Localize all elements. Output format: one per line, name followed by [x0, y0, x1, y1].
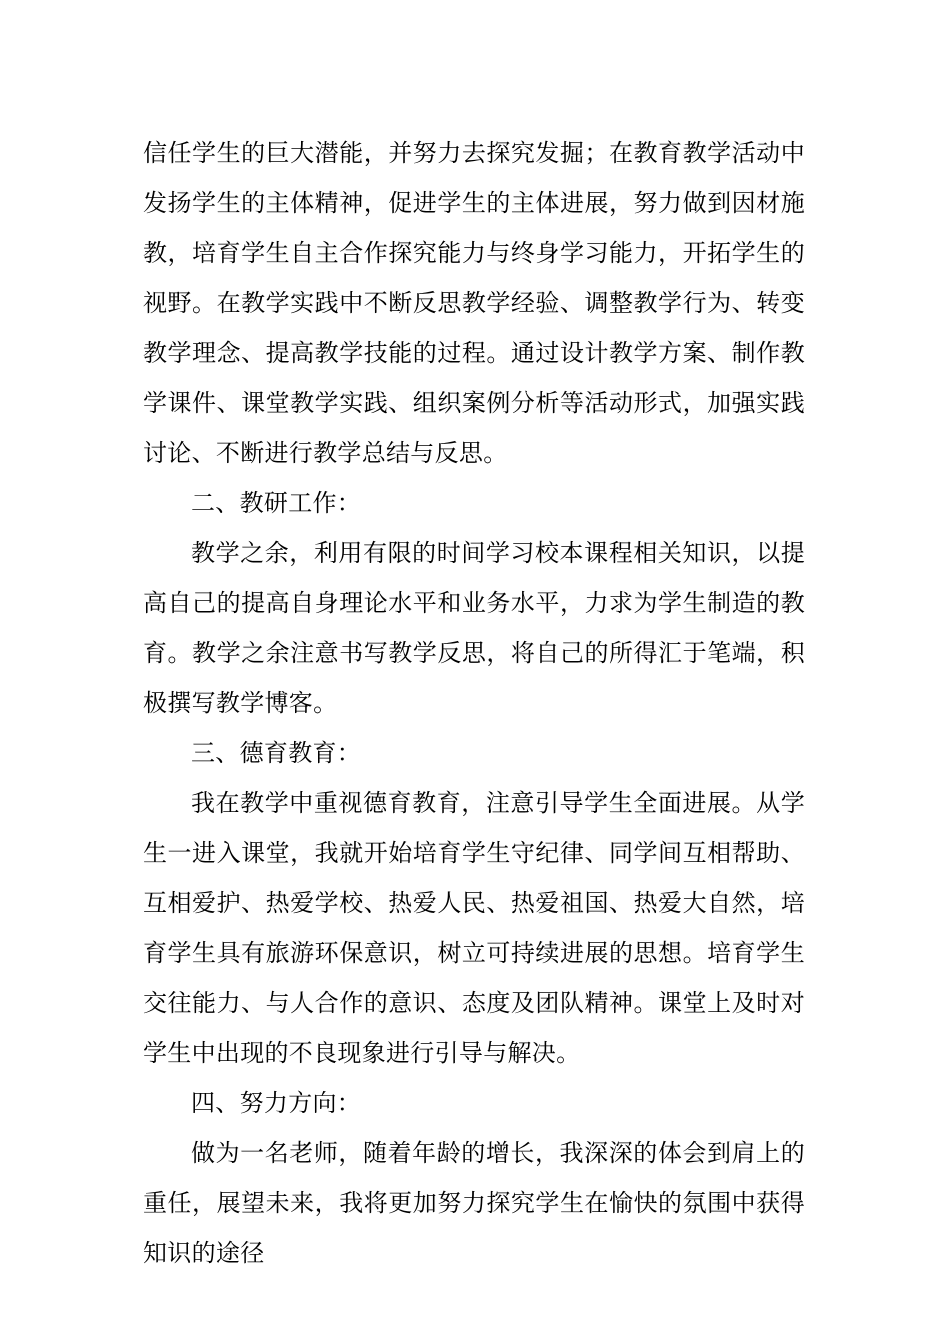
heading-teaching-research: 二、教研工作： [191, 489, 362, 517]
paragraph-future-direction: 做为一名老师，随着年龄的增长，我深深的体会到肩上的重任，展望未来，我将更加努力探究学生在愉快的氛围中获得知识的途径 [143, 1139, 805, 1267]
paragraph-moral-education: 我在教学中重视德育教育，注意引导学生全面进展。从学生一进入课堂，我就开始培育学生守纪律、同学间互相帮助、互相爱护、热爱学校、热爱人民、热爱祖国、热爱大自然，培育学生具有旅游环保意识，树立可持续进展的思想。培育学生交往能力、与人合作的意识、态度及团队精神。课堂上及时对学生中出现的不良现象进行引导与解决。 [143, 789, 805, 1067]
paragraph-teaching-practice: 信任学生的巨大潜能，并努力去探究发掘；在教育教学活动中发扬学生的主体精神，促进学生的主体进展，努力做到因材施教，培育学生自主合作探究能力与终身学习能力，开拓学生的视野。在教学实践中不断反思教学经验、调整教学行为、转变教学理念、提高教学技能的过程。通过设计教学方案、制作教学课件、课堂教学实践、组织案例分析等活动形式，加强实践讨论、不断进行教学总结与反思。 [143, 139, 805, 467]
heading-moral-education: 三、德育教育： [191, 739, 362, 767]
heading-future-direction: 四、努力方向： [191, 1089, 362, 1117]
paragraph-teaching-research: 教学之余，利用有限的时间学习校本课程相关知识，以提高自己的提高自身理论水平和业务水平，力求为学生制造的教育。教学之余注意书写教学反思，将自己的所得汇于笔端，积极撰写教学博客。 [143, 539, 805, 717]
document-body [143, 128, 805, 1278]
